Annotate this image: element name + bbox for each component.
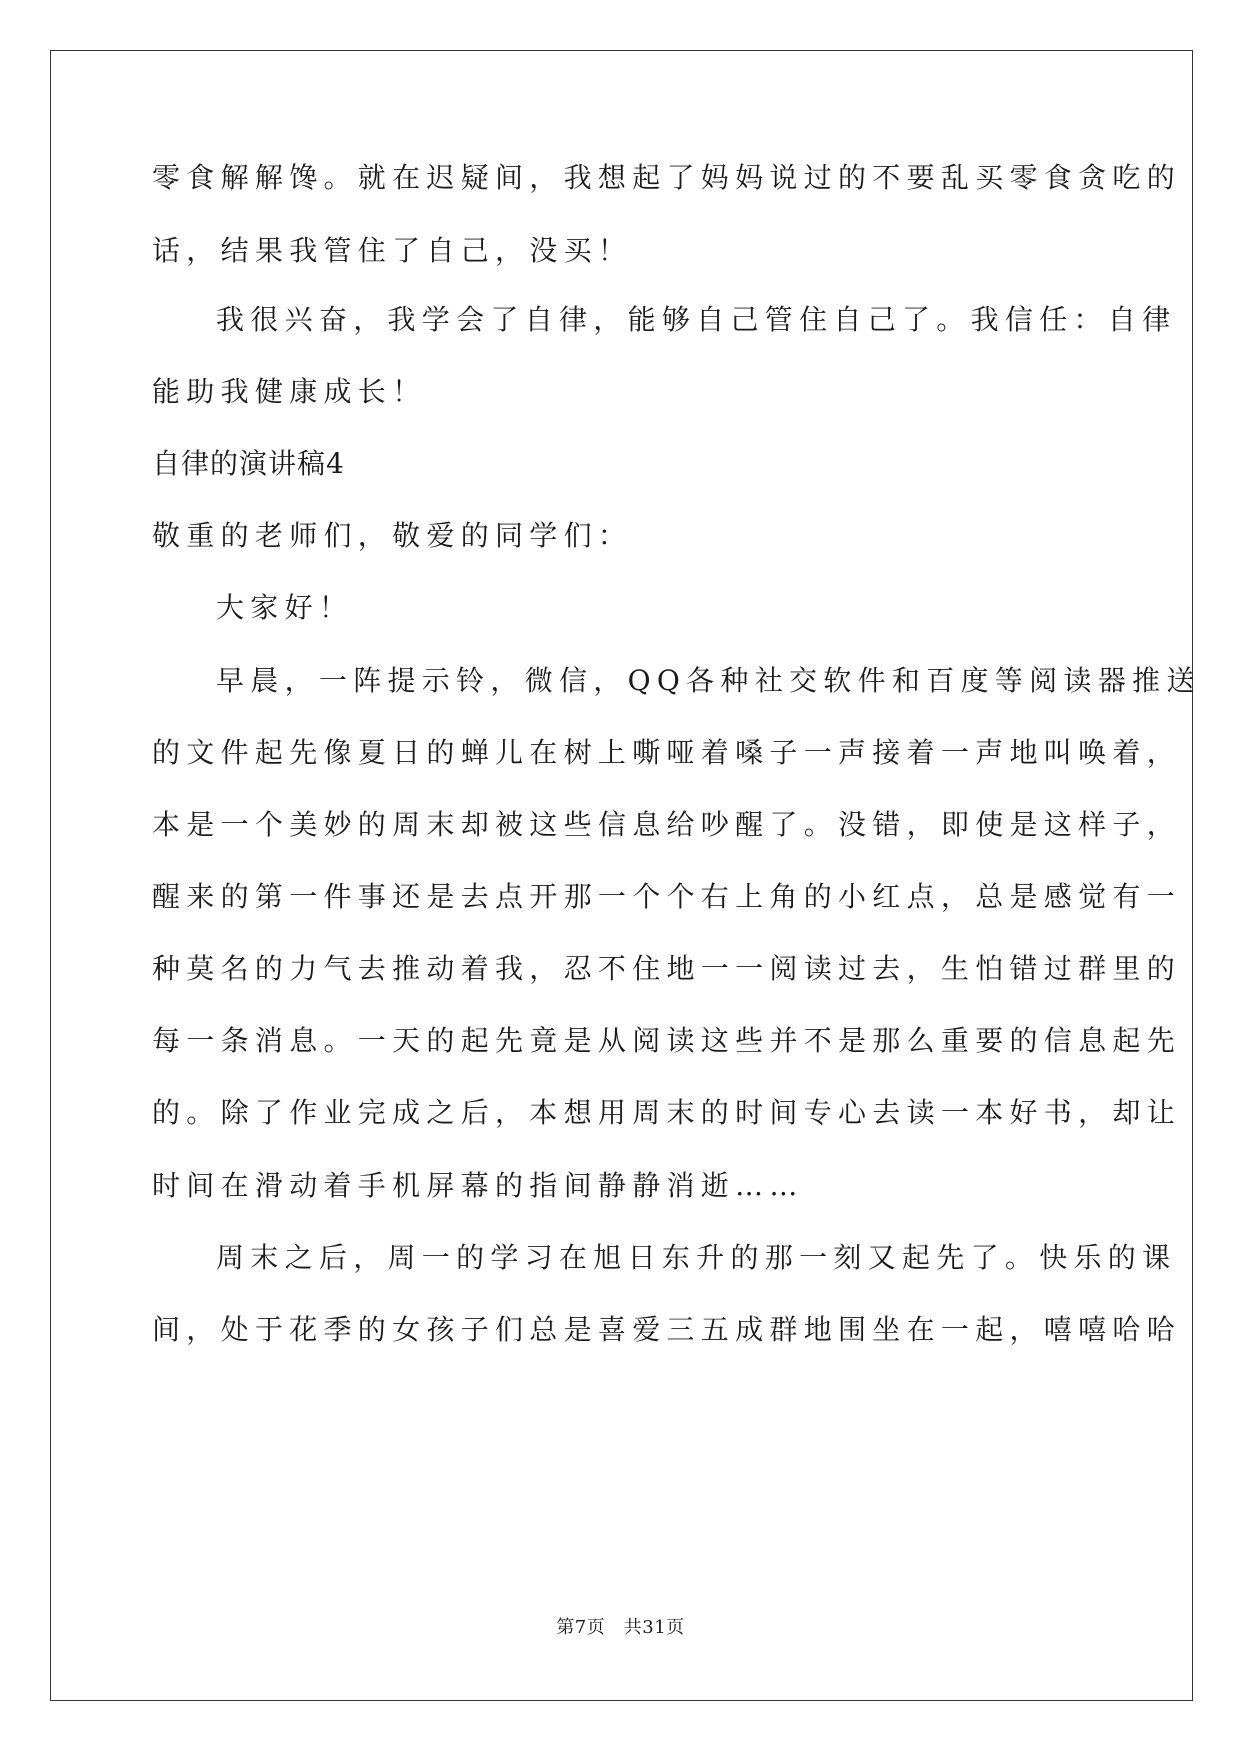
section-heading: 自律的演讲稿4 bbox=[152, 447, 345, 480]
paragraph-line: 间，处于花季的女孩子们总是喜爱三五成群地围坐在一起，嘻嘻哈哈 bbox=[152, 1313, 1182, 1346]
paragraph-line: 的文件起先像夏日的蝉儿在树上嘶哑着嗓子一声接着一声地叫唤着， bbox=[152, 736, 1182, 769]
paragraph-line: 早晨，一阵提示铃，微信，QQ各种社交软件和百度等阅读器推送 bbox=[216, 664, 1201, 697]
greeting: 大家好！ bbox=[216, 591, 354, 624]
paragraph-line: 零食解解馋。就在迟疑间，我想起了妈妈说过的不要乱买零食贪吃的 bbox=[152, 161, 1182, 194]
paragraph-line: 时间在滑动着手机屏幕的指间静静消逝…… bbox=[152, 1169, 804, 1202]
paragraph-line: 我很兴奋，我学会了自律，能够自己管住自己了。我信任：自律 bbox=[216, 303, 1177, 336]
paragraph-line: 醒来的第一件事还是去点开那一个个右上角的小红点，总是感觉有一 bbox=[152, 880, 1182, 913]
salutation: 敬重的老师们，敬爱的同学们： bbox=[152, 519, 633, 552]
page-border bbox=[50, 50, 1193, 1701]
paragraph-line: 的。除了作业完成之后，本想用周末的时间专心去读一本好书，却让 bbox=[152, 1096, 1182, 1129]
paragraph-line: 能助我健康成长！ bbox=[152, 375, 427, 408]
paragraph-line: 每一条消息。一天的起先竟是从阅读这些并不是那么重要的信息起先 bbox=[152, 1024, 1182, 1057]
paragraph-line: 本是一个美妙的周末却被这些信息给吵醒了。没错，即使是这样子， bbox=[152, 808, 1182, 841]
paragraph-line: 周末之后，周一的学习在旭日东升的那一刻又起先了。快乐的课 bbox=[216, 1241, 1177, 1274]
paragraph-line: 话，结果我管住了自己，没买！ bbox=[152, 234, 633, 267]
page-footer: 第7页 共31页 bbox=[556, 1617, 685, 1638]
paragraph-line: 种莫名的力气去推动着我，忍不住地一一阅读过去，生怕错过群里的 bbox=[152, 952, 1182, 985]
